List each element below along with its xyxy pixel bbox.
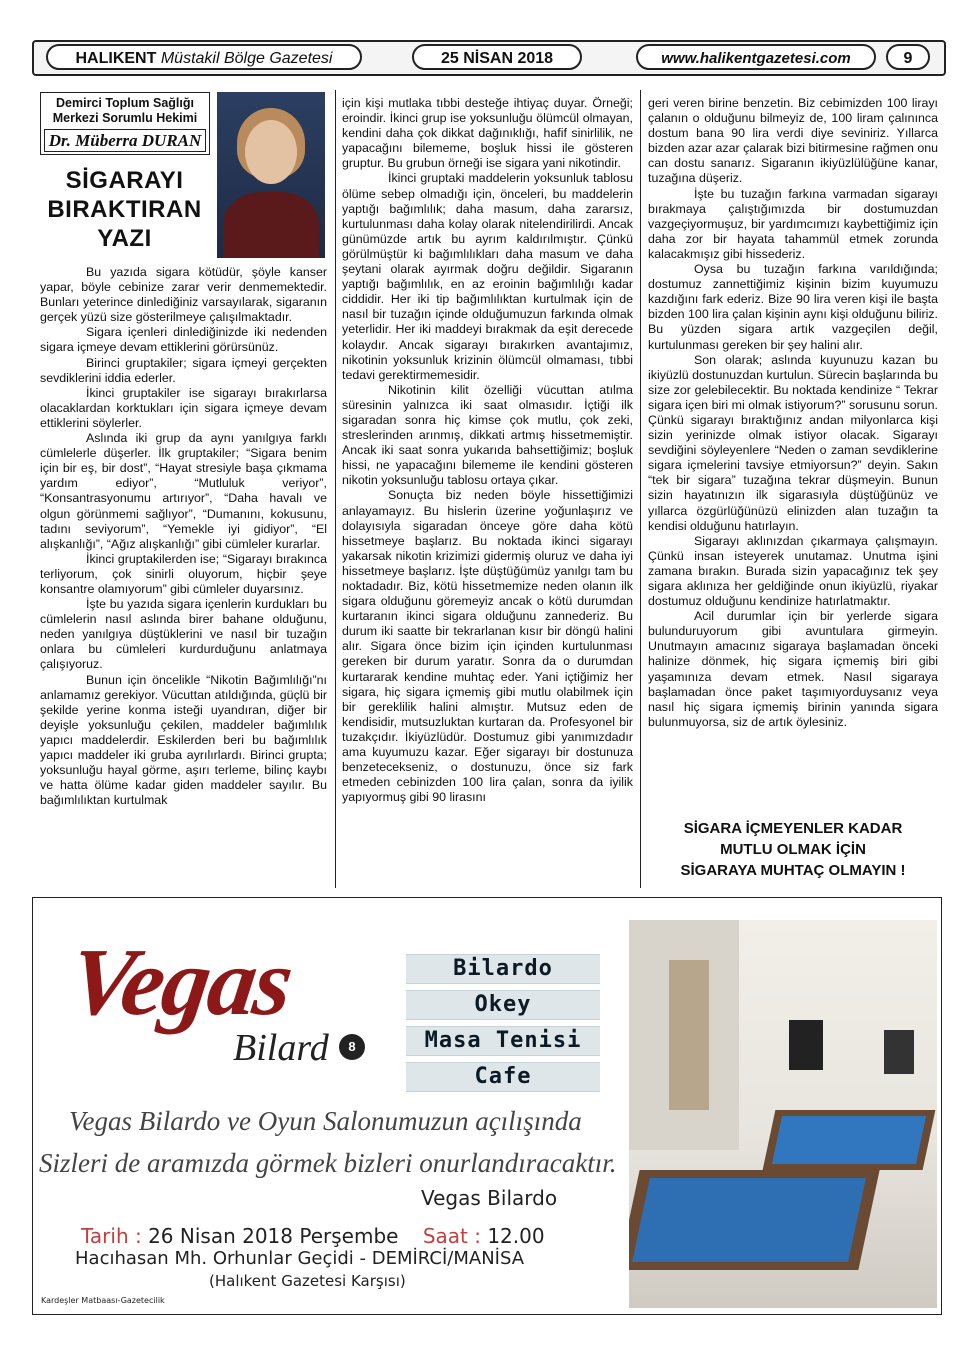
service-cafe: Cafe xyxy=(406,1062,600,1092)
eight-ball-icon: 8 xyxy=(339,1034,365,1060)
paragraph: Nikotinin kilit özelliği vücuttan atılma süresinin yalnızca iki saat olmasıdır. İçtiği ilk sigaradan sonra hiç kimse çok mutlu, çok zeki, streslerinden arınmış, dikkati artmış hissetmemiştir. Ancak iki saat sonra yukarıda bahsettiğimiz; boşluk hissi, ne yapacağını bilememe ile kendini gösteren nikotin yoksunluğu tablosu ortaya çıkar. xyxy=(342,382,633,488)
column-divider xyxy=(640,90,641,888)
paragraph: Bunun için öncelikle “Nikotin Bağımlılığı”nı anlamamız gerekiyor. Vücuttan atıldığında, güçlü bir şekilde yerine konma isteği uyandıran, diğer bir deyişle yoksunluğu çekilen, maddeler bağımlılık yapıcı maddelerdir. Eskilerden beri bu bağımlılık yapıcı maddeler iki gruba ayrılırlardı. Birinci grupta; yoksunluğu hayal görme, aşırı terleme, bilinç kaybı ve hatta ölüme kadar giden maddeler sayılır. Bu bağımlılıktan kurtulmak xyxy=(40,672,327,808)
closing-slogan: SİGARA İÇMEYENLER KADAR MUTLU OLMAK İÇİN SİGARAYA MUHTAÇ OLMAYIN ! xyxy=(680,820,906,879)
author-byline xyxy=(40,92,210,155)
paragraph: Sigarayı aklınızdan çıkarmaya çalışmayın. Çünkü insan isteyerek unutamaz. Unutma işini zamana bırakın. Burada sizin yapacağınız tek şey sigara aklınıza her geldiğinde onun ikiyüzlü, riyakar dostumuz olduğunu kendinize hatırlatmaktır. xyxy=(648,533,938,609)
column-divider xyxy=(335,90,336,888)
paragraph: Oysa bu tuzağın farkına varıldığında; dostumuz zannettiğimiz kişinin bizim kuyumuzu kazdığını fark ederiz. Bize 90 lira veren kişi ile başta bizden 100 lira çalan kişinin aynı kişi olduğunu biliriz. Bu yüzden sigara artık vazgeçilen değil, kurtulunması gereken bir şey halini alır. xyxy=(648,262,938,352)
logo-subtitle: Bilard xyxy=(233,1027,329,1069)
paper-subtitle: Müstakil Bölge Gazetesi xyxy=(160,50,333,67)
paragraph: Bu yazıda sigara kötüdür, şöyle kanser yapar, böyle cebinize zarar verir denmemektedir. Bunları yeterince dinlediğiniz varsayılarak, sigaranın gerçek yüzü size gösterilmeye çalışılmaktadır. xyxy=(40,265,327,325)
paragraph: Sigara içenleri dinlediğinizde iki nedenden sigara içmeye devam ettiklerini görürsünüz. xyxy=(40,325,327,355)
paragraph: Sonuçta biz neden böyle hissettiğimizi anlayamayız. Bu hislerin üzerine yoğunlaşırız ve dolayısıyla sigaradan önceye göre daha kötü hissetmeye başlarız. Bu noktada ikinci sigarayı yakarsak nikotin krizimizi gidermiş oluruz ve daha iyi hissetmeye başlarız. İşte düştüğümüz yanılgı tam bu noktadadır. Biz, kötü hissetmemize neden olanın ilk sigara olduğunu göremeyiz ancak o kötü durumdan kurtaranın ikinci sigara olduğunu zannederiz. Bu durum iki saatte bir tekrarlanan kısır bir döngü halini alır. Sigara önce bizim için içinden kurtulunması gereken bir durum yaratır. Sonra da o durumdan kurtararak kendine muhtaç eder. Yani içtiğimiz her sigara, hiç sigara içmemiş gibi mutlu olabilmek için bir gereklilik halini almıştır. Mutsuz eden de kendisidir, mutsuzluktan kurtaran da. Profesyonel bir tuzakçıdır. İkiyüzlüdür. Dostumuz gibi yanımızdadır ama kuyumuzu kazar. Eğer sigarayı bir dostunuza benzetecekseniz, o dostunuzu, önce siz fark etmeden cebinizden 100 lira çalan, sonra da iyilik yapıyormuş gibi 90 lirasını xyxy=(342,488,633,805)
byline-line2: Merkezi Sorumlu Hekimi xyxy=(52,111,198,125)
event-address: Hacıhasan Mh. Orhunlar Geçidi - DEMİRCİ/MANİSA xyxy=(75,1248,525,1269)
paragraph: Birinci gruptakiler; sigara içmeyi gerçekten sevdiklerini iddia ederler. xyxy=(40,355,327,385)
author-photo xyxy=(217,92,325,258)
issue-date: 25 NİSAN 2018 xyxy=(412,44,582,70)
article-column-3 xyxy=(648,96,938,812)
page-number: 9 xyxy=(886,44,930,70)
byline-line1: Demirci Toplum Sağlığı xyxy=(56,96,194,110)
invitation-line-1: Vegas Bilardo ve Oyun Salonumuzun açılışında xyxy=(69,1106,582,1136)
author-name: Dr. Müberra DURAN xyxy=(44,129,206,152)
event-address-note: (Halıkent Gazetesi Karşısı) xyxy=(209,1272,406,1290)
paragraph: İkinci gruptaki maddelerin yoksunluk tablosu ölüme sebep olmadığı için, önceleri, bu maddelerin yaptığı bağımlılık; daha masum, daha zararsız, kurtulunması daha kolay olarak nitelendirilirdi. Ancak günümüzde artık bu ayrım kaldırılmıştır. Çünkü görülmüştür ki bağımlılıkları daha masum ve daha şeytani olarak ayırmak doğru değildir. Sigaranın yaptığı bağımlılık, en az eroinin bağımlılığı kadar ciddidir. Her iki tip bağımlılıktan kurtulmak için de nasıl bir tuzağın içinde olduğumuzun farkında olmak yeterlidir. Her iki maddeyi bırakmak da eşit derecede kolaydır. Ancak sigarayı bırakırken avantajımız, nikotinin yoksunluk krizinin ölümcül olmaması, tıbbi tedavi gerektirmemesidir. xyxy=(342,171,633,382)
article-headline: SİGARAYI BIRAKTIRAN YAZI xyxy=(47,167,202,252)
event-datetime: Tarih : 26 Nisan 2018 Perşembe Saat : 12.00 xyxy=(81,1224,545,1248)
service-masa-tenisi: Masa Tenisi xyxy=(406,1026,600,1056)
article-column-1 xyxy=(40,265,327,887)
vegas-logo: Vegas xyxy=(63,928,298,1035)
printer-credit: Kardeşler Matbaası-Gazetecilik xyxy=(41,1296,165,1305)
website-link[interactable]: www.halikentgazetesi.com xyxy=(636,44,876,70)
paper-name: HALIKENT xyxy=(75,50,157,67)
article-column-2 xyxy=(342,96,633,888)
service-okey: Okey xyxy=(406,990,600,1020)
paragraph: geri veren birine benzetin. Biz cebimizden 100 lirayı çalanın o olduğunu bilmeyiz de, 100 liram çalınınca dostum bana 90 lira verdi diye seviniriz. Yıllarca bizden azar azar çalarak bizi bitirmesine rağmen onu can dostu sanarız. Sigaranın ikiyüzlülüğüne kanar, tuzağına düşeriz. xyxy=(648,96,938,186)
paragraph: Son olarak; aslında kuyunuzu kazan bu ikiyüzlü dostunuzdan kurtulun. Sürecin başlarında bu size zor gelebilecektir. Bu noktada kendinize “ Tekrar sigara içen biri mi olmak istiyorum?” sorusunu sorun. Çünkü sigarayı bıraktığınız andan milyonlarca kişi sizin yerinizde olmak istiyor olacak. Sigarayı sevdiğini söyleyenlere “Neden o zaman sevdiklerine sigara içmelerini tavsiye etmiyorsun?” deyin. Sakın “tek bir sigara” tuzağına tekrar düşmeyin. Bunun sizin hayatınızın ilk sigarasıyla düştüğünüz ve yıllarca özgürlüğünüzü elinizden alan tuzağın ta kendisi olduğunu hatırlayın. xyxy=(648,352,938,533)
ad-signature: Vegas Bilardo xyxy=(421,1186,558,1210)
service-bilardo: Bilardo xyxy=(406,954,600,984)
paragraph: Acil durumlar için bir yerlerde sigara bulunduruyorum gibi avuntulara girmeyin. Unutmayın amacınız sigaraya başlamadan önceki halinize dönmek, hiç sigara içmemiş biri gibi yaşamınıza devam etmek. Nasıl sigaraya başlamadan önce paket taşımıyorduysanız veya nasıl hiç sigara içmemiş birinin yanında sigara bulunmuyorsa, siz de artık öylesiniz. xyxy=(648,609,938,729)
paragraph: İşte bu tuzağın farkına varmadan sigarayı bırakmaya çalıştığımızda bir dostumuzdan vazgeçiyormuşuz, bir yardımcımızı kaybettiğimiz için daha zor bir hayata tahammül etmek zorunda kalacakmışız gibi hissederiz. xyxy=(648,186,938,261)
paragraph: için kişi mutlaka tıbbi desteğe ihtiyaç duyar. Örneği; eroindir. İkinci grup ise yoksunluğu ölümcül olmayan, kendini daha çok dikkat dağınıklığı, hafif sinirlilik, ne yapacağını bilememe, boşluk hissi ile gösteren gruptur. Bu grubun örneği ise sigara yani nikotindir. xyxy=(342,96,633,171)
paragraph: İkinci gruptakiler ise sigarayı bırakırlarsa olacaklardan korktukları için sigara içmeye devam ettiklerini söylerler. xyxy=(40,385,327,430)
paragraph: İşte bu yazıda sigara içenlerin kurdukları bu cümlelerin nasıl aslında birer bahane olduğunu, neden yanılgıya düştüklerini ve nasıl bir tuzağın onlara bu cümleleri kurdurduğunu anlatmaya çalışıyoruz. xyxy=(40,597,327,672)
paragraph: İkinci gruptakilerden ise; “Sigarayı bırakınca terliyorum, çok sinirli oluyorum, hiçbir şeye konsantre olamıyorum” gibi cümleler duyarsınız. xyxy=(40,551,327,596)
invitation-line-2: Sizleri de aramızda görmek bizleri onurlandıracaktır. xyxy=(39,1148,617,1178)
masthead xyxy=(46,44,362,70)
paragraph: Aslında iki grup da aynı yanılgıya farklı cümlelerle düşerler. İlk gruptakiler; “Sigara benim için bir eş, bir dost”, “Hayat stresiyle başa çıkmama yardım ediyor”, “Mutluluk veriyor”, “Konsantrasyonumu artırıyor”, “Daha havalı ve olgun görünmemi sağlıyor”, “Dumanını, kokusunu, tadını seviyorum”, “Yemekle iyi gidiyor”, “El alışkanlığı”, “Ağız alışkanlığı” gibi cümleler kurarlar. xyxy=(40,431,327,551)
vegas-bilardo-ad xyxy=(32,897,942,1315)
billiard-room-photo xyxy=(629,920,937,1308)
